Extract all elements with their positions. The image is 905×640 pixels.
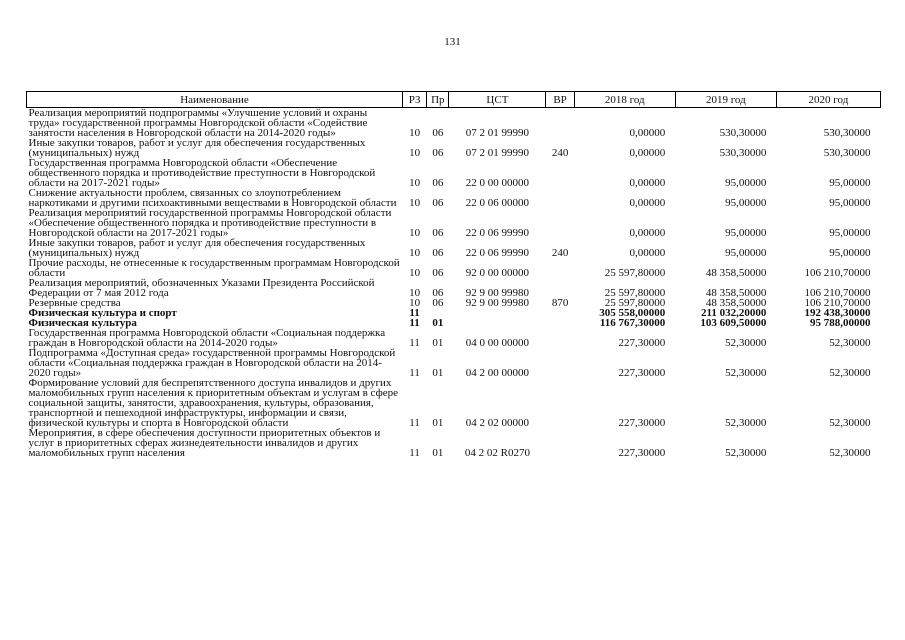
header-cst: ЦСТ bbox=[449, 92, 546, 108]
cell-2018: 227,30000 bbox=[618, 337, 666, 349]
header-name: Наименование bbox=[27, 92, 403, 108]
cell-cst bbox=[449, 318, 546, 328]
cell-2020: 95,00000 bbox=[829, 197, 871, 209]
cell-vr bbox=[546, 378, 574, 428]
cell-rz: 10 bbox=[409, 177, 421, 189]
cell-2019: 95,00000 bbox=[725, 197, 767, 209]
header-pr: Пр bbox=[427, 92, 449, 108]
cell-rz: 10 bbox=[409, 297, 421, 309]
cell-rz: 10 bbox=[409, 147, 421, 159]
table-row bbox=[27, 328, 881, 348]
cell-cst: 92 9 00 99980 bbox=[465, 287, 530, 299]
cell-pr: 06 bbox=[432, 197, 444, 209]
cell-vr bbox=[546, 278, 574, 298]
cell-2019: 48 358,50000 bbox=[705, 287, 767, 299]
cell-rz: 10 bbox=[409, 267, 421, 279]
cell-cst: 92 9 00 99980 bbox=[465, 297, 530, 309]
cell-cst: 22 0 06 99990 bbox=[465, 227, 530, 239]
table-row bbox=[27, 348, 881, 378]
table-row bbox=[27, 208, 881, 238]
table-body bbox=[27, 108, 881, 459]
cell-pr: 01 bbox=[432, 367, 444, 379]
cell-pr: 01 bbox=[432, 417, 444, 429]
cell-2019: 211 032,20000 bbox=[700, 307, 767, 319]
cell-2018: 227,30000 bbox=[618, 417, 666, 429]
table-row bbox=[27, 428, 881, 458]
cell-cst: 04 2 02 00000 bbox=[465, 417, 530, 429]
cell-2018: 0,00000 bbox=[629, 147, 666, 159]
cell-rz: 11 bbox=[409, 307, 420, 319]
cell-2019: 95,00000 bbox=[725, 177, 767, 189]
cell-rz: 10 bbox=[409, 287, 421, 299]
table-row bbox=[27, 108, 881, 139]
cell-2020: 52,30000 bbox=[829, 337, 871, 349]
cell-2020: 530,30000 bbox=[823, 147, 871, 159]
cell-pr: 06 bbox=[432, 267, 444, 279]
table-row bbox=[27, 188, 881, 208]
cell-pr: 06 bbox=[432, 147, 444, 159]
cell-pr: 06 bbox=[432, 297, 444, 309]
cell-2020: 95 788,00000 bbox=[810, 317, 871, 329]
table-row bbox=[27, 258, 881, 278]
cell-vr bbox=[546, 328, 574, 348]
cell-rz: 11 bbox=[409, 367, 420, 379]
cell-2019: 48 358,50000 bbox=[705, 297, 767, 309]
cell-name: Реализация мероприятий подпрограммы «Улучшение условий и охраны труда» государственной программы Новгородской области «Содействие занятости населения в Новгородской области на 2014-2020 годы» bbox=[28, 107, 368, 139]
cell-2019: 530,30000 bbox=[719, 127, 767, 139]
cell-name: Снижение актуальности проблем, связанных со злоупотреблением наркотиками и другими психоактивными веществами в Новгородской области bbox=[28, 187, 397, 209]
table-header bbox=[27, 92, 881, 108]
cell-vr bbox=[546, 308, 574, 318]
cell-vr bbox=[546, 428, 574, 458]
cell-name: Государственная программа Новгородской области «Обеспечение общественного порядка и противодействие преступности в Новгородской области на 2017-2021 годы» bbox=[28, 157, 376, 189]
cell-name: Физическая культура и спорт bbox=[28, 307, 177, 319]
cell-pr: 01 bbox=[432, 337, 444, 349]
cell-vr: 870 bbox=[551, 297, 569, 309]
cell-2019: 52,30000 bbox=[725, 367, 767, 379]
header-row bbox=[27, 92, 881, 108]
header-vr: ВР bbox=[546, 92, 574, 108]
cell-cst: 04 2 02 R0270 bbox=[464, 447, 530, 459]
cell-2020: 95,00000 bbox=[829, 247, 871, 259]
cell-name: Иные закупки товаров, работ и услуг для обеспечения государственных (муниципальных) нужд bbox=[28, 137, 366, 159]
cell-cst: 04 2 00 00000 bbox=[465, 367, 530, 379]
cell-rz: 10 bbox=[409, 197, 421, 209]
cell-vr bbox=[546, 188, 574, 208]
cell-2020: 106 210,70000 bbox=[804, 287, 871, 299]
cell-vr bbox=[546, 208, 574, 238]
cell-name: Реализация мероприятий, обозначенных Указами Президента Российской Федерации от 7 мая 2012 года bbox=[28, 277, 375, 299]
table-row bbox=[27, 158, 881, 188]
cell-name: Резервные средства bbox=[28, 297, 121, 309]
cell-2020: 95,00000 bbox=[829, 227, 871, 239]
cell-name: Прочие расходы, не отнесенные к государственным программам Новгородской области bbox=[28, 257, 400, 279]
cell-name: Реализация мероприятий государственной программы Новгородской области «Обеспечение общественного порядка и противодействие преступности в Новгородской области на 2017-2021 годы» bbox=[28, 207, 392, 239]
cell-2020: 106 210,70000 bbox=[804, 267, 871, 279]
cell-2018: 227,30000 bbox=[618, 367, 666, 379]
cell-2018: 0,00000 bbox=[629, 127, 666, 139]
header-2020: 2020 год bbox=[776, 92, 880, 108]
cell-rz: 10 bbox=[409, 247, 421, 259]
table-row bbox=[27, 238, 881, 258]
cell-vr bbox=[546, 258, 574, 278]
cell-2018: 0,00000 bbox=[629, 197, 666, 209]
cell-cst: 22 0 06 99990 bbox=[465, 247, 530, 259]
cell-name: Формирование условий для беспрепятственного доступа инвалидов и других маломобильных групп населения к приоритетным объектам и услугам в сфере социальной защиты, занятости, здравоохранения, культуры, образования, транспортной и пешеходной инфраструктуры, информации и связи, физической культуры и спорта в Новгородской области bbox=[28, 377, 398, 429]
cell-vr: 240 bbox=[551, 247, 569, 259]
cell-pr: 01 bbox=[432, 447, 444, 459]
cell-name: Физическая культура bbox=[28, 317, 137, 329]
cell-vr bbox=[546, 158, 574, 188]
cell-vr bbox=[546, 108, 574, 139]
header-2018: 2018 год bbox=[574, 92, 675, 108]
page-number: 131 bbox=[444, 36, 461, 48]
cell-2019: 52,30000 bbox=[725, 447, 767, 459]
cell-cst: 07 2 01 99990 bbox=[465, 147, 530, 159]
cell-2019: 103 609,50000 bbox=[700, 317, 767, 329]
cell-rz: 11 bbox=[409, 337, 420, 349]
cell-rz: 10 bbox=[409, 227, 421, 239]
budget-table-container bbox=[26, 91, 881, 458]
cell-2020: 106 210,70000 bbox=[804, 297, 871, 309]
cell-name: Государственная программа Новгородской области «Социальная поддержка граждан в Новгородской области на 2014-2020 годы» bbox=[28, 327, 386, 349]
cell-pr: 06 bbox=[432, 177, 444, 189]
cell-2020: 52,30000 bbox=[829, 417, 871, 429]
cell-vr: 240 bbox=[551, 147, 569, 159]
cell-name: Подпрограмма «Доступная среда» государственной программы Новгородской области «Социальная поддержка граждан в Новгородской области на 2014-2020 годы» bbox=[28, 347, 396, 379]
cell-2018: 25 597,80000 bbox=[604, 267, 666, 279]
cell-2020: 52,30000 bbox=[829, 447, 871, 459]
header-rz: РЗ bbox=[402, 92, 426, 108]
cell-2019: 95,00000 bbox=[725, 227, 767, 239]
cell-cst: 04 0 00 00000 bbox=[465, 337, 530, 349]
cell-rz: 11 bbox=[409, 317, 420, 329]
cell-2019: 95,00000 bbox=[725, 247, 767, 259]
cell-cst: 22 0 00 00000 bbox=[465, 177, 530, 189]
table-row bbox=[27, 378, 881, 428]
cell-2018: 116 767,30000 bbox=[599, 317, 666, 329]
cell-name: Иные закупки товаров, работ и услуг для обеспечения государственных (муниципальных) нужд bbox=[28, 237, 366, 259]
cell-pr: 06 bbox=[432, 127, 444, 139]
cell-pr: 06 bbox=[432, 287, 444, 299]
cell-pr: 06 bbox=[432, 227, 444, 239]
cell-rz: 11 bbox=[409, 417, 420, 429]
cell-name: Мероприятия, в сфере обеспечения доступности приоритетных объектов и услуг в приоритетных сферах жизнедеятельности инвалидов и других маломобильных групп населения bbox=[28, 427, 381, 459]
cell-vr bbox=[546, 348, 574, 378]
table-row bbox=[27, 278, 881, 298]
cell-cst: 07 2 01 99990 bbox=[465, 127, 530, 139]
header-2019: 2019 год bbox=[675, 92, 776, 108]
cell-2018: 0,00000 bbox=[629, 177, 666, 189]
table-row bbox=[27, 138, 881, 158]
cell-2018: 0,00000 bbox=[629, 227, 666, 239]
cell-rz: 10 bbox=[409, 127, 421, 139]
cell-cst: 22 0 06 00000 bbox=[465, 197, 530, 209]
cell-cst: 92 0 00 00000 bbox=[465, 267, 530, 279]
cell-2020: 95,00000 bbox=[829, 177, 871, 189]
cell-2019: 52,30000 bbox=[725, 337, 767, 349]
cell-2019: 52,30000 bbox=[725, 417, 767, 429]
cell-vr bbox=[546, 318, 574, 328]
cell-2018: 25 597,80000 bbox=[604, 287, 666, 299]
cell-2018: 25 597,80000 bbox=[604, 297, 666, 309]
cell-2018: 305 558,00000 bbox=[599, 307, 666, 319]
cell-2019: 48 358,50000 bbox=[705, 267, 767, 279]
cell-2020: 192 438,30000 bbox=[804, 307, 871, 319]
cell-rz: 11 bbox=[409, 447, 420, 459]
cell-2018: 0,00000 bbox=[629, 247, 666, 259]
cell-2020: 52,30000 bbox=[829, 367, 871, 379]
budget-table bbox=[26, 91, 881, 458]
cell-2020: 530,30000 bbox=[823, 127, 871, 139]
cell-pr: 01 bbox=[432, 317, 444, 329]
cell-pr: 06 bbox=[432, 247, 444, 259]
cell-cst bbox=[449, 308, 546, 318]
cell-2019: 530,30000 bbox=[719, 147, 767, 159]
cell-2018: 227,30000 bbox=[618, 447, 666, 459]
